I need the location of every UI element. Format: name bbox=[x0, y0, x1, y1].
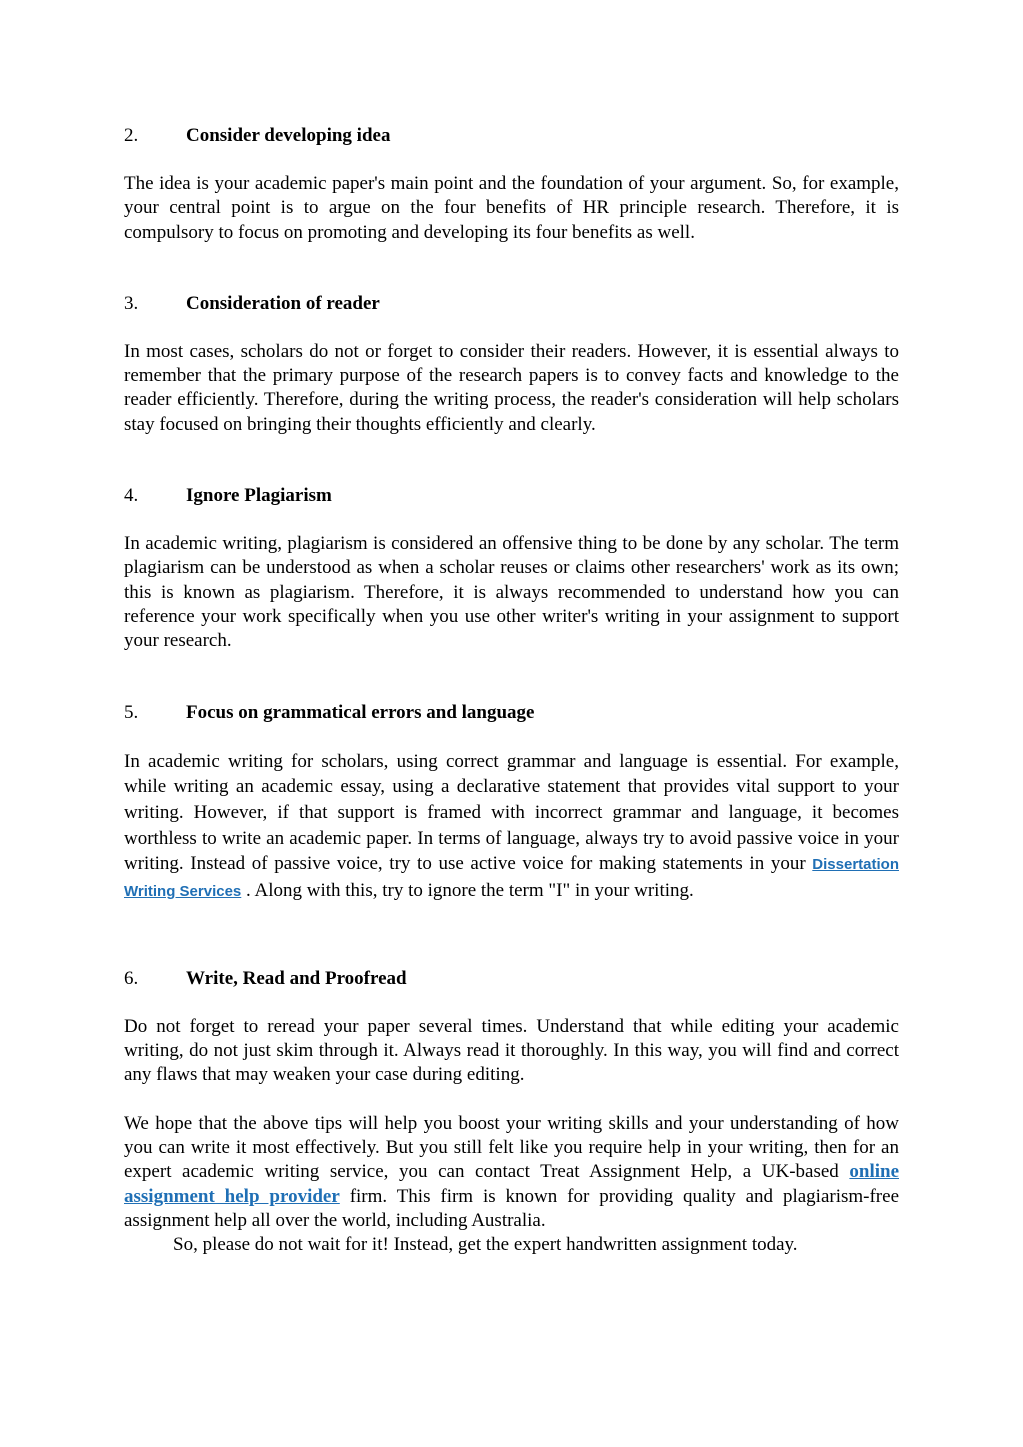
body-text: In academic writing for scholars, using correct grammar and language is essential. For example, while writing an academic essay, using a declarative statement that provides vital support to your writing. However, if that support is framed with incorrect grammar and language, it becomes worthless to write an academic paper. In terms of language, always try to avoid passive voice in your writing. Instead of passive voice, try to use active voice for making statements in your bbox=[124, 750, 899, 875]
section-number: 6. bbox=[124, 967, 139, 989]
online-assignment-help-link[interactable]: online assignment help provider bbox=[124, 1161, 899, 1207]
document-page bbox=[124, 124, 899, 1257]
section-title: Ignore Plagiarism bbox=[186, 485, 332, 507]
section-number: 5. bbox=[124, 701, 139, 723]
section-heading-2 bbox=[124, 124, 899, 148]
section-body-6: Do not forget to reread your paper several times. Understand that while editing your academic writing, do not just skim through it. Always read it thoroughly. In this way, you will find and correct any flaws that may weaken your case during editing. bbox=[124, 1015, 899, 1086]
section-title: Consider developing idea bbox=[186, 125, 391, 146]
section-body-4: In academic writing, plagiarism is considered an offensive thing to be done by any scholar. The term plagiarism can be understood as when a scholar reuses or claims other researchers' work as its own; this is known as plagiarism. Therefore, it is always recommended to understand how you can reference your work specifically when you use other writer's writing in your assignment to support your research. bbox=[124, 533, 899, 652]
section-body-2: The idea is your academic paper's main point and the foundation of your argument. So, for example, your central point is to argue on the four benefits of HR principle research. Therefore, it is compulsory to focus on promoting and developing its four benefits as well. bbox=[124, 173, 899, 243]
section-body-3: In most cases, scholars do not or forget to consider their readers. However, it is essential always to remember that the primary purpose of the research papers is to convey facts and knowledge to the reader efficiently. Therefore, during the writing process, the reader's consideration will help scholars stay focused on bringing their thoughts efficiently and clearly. bbox=[124, 340, 899, 435]
section-body-5 bbox=[124, 749, 899, 905]
section-heading-4 bbox=[124, 484, 899, 508]
section-number: 4. bbox=[124, 485, 139, 507]
body-text: . Along with this, try to ignore the term "I" in your writing. bbox=[241, 880, 694, 902]
section-number: 2. bbox=[124, 125, 139, 146]
closing-final-line: So, please do not wait for it! Instead, get the expert handwritten assignment today. bbox=[173, 1234, 798, 1256]
section-title: Focus on grammatical errors and language bbox=[186, 701, 535, 723]
section-number: 3. bbox=[124, 292, 139, 314]
closing-paragraph bbox=[124, 1112, 899, 1233]
section-heading-6 bbox=[124, 967, 899, 991]
section-heading-5 bbox=[124, 701, 899, 725]
section-heading-3 bbox=[124, 292, 899, 316]
section-title: Write, Read and Proofread bbox=[186, 967, 407, 989]
dissertation-writing-services-link[interactable]: Dissertation Writing Services bbox=[124, 856, 899, 901]
body-text: firm. This firm is known for providing quality and plagiarism-free assignment help all over the world, including Australia. bbox=[124, 1185, 899, 1231]
body-text: We hope that the above tips will help you boost your writing skills and your understanding of how you can write it most effectively. But you still felt like you require help in your writing, then for an expert academic writing service, you can contact Treat Assignment Help, a UK-based bbox=[124, 1112, 899, 1183]
section-title: Consideration of reader bbox=[186, 292, 380, 314]
